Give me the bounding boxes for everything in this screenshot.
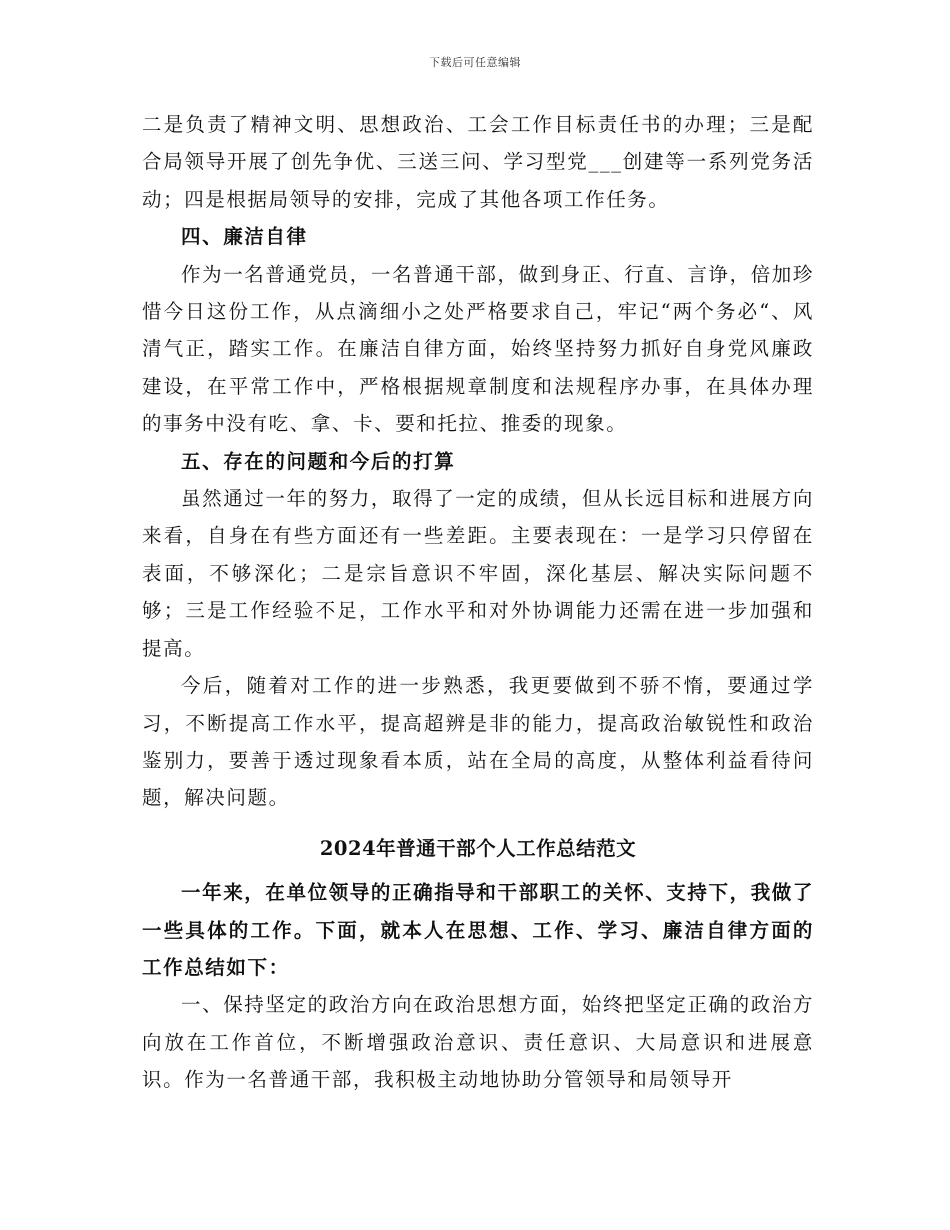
paragraph-political-direction: 一、保持坚定的政治方向在政治思想方面，始终把坚定正确的政治方向放在工作首位，不断增强政治意识、责任意识、大局意识和进展意识。作为一名普通干部，我积极主动地协助分管领导和局领导开 bbox=[142, 993, 815, 1092]
page-header: 下载后可任意编辑 bbox=[429, 56, 521, 69]
paragraph-continued: 二是负责了精神文明、思想政治、工会工作目标责任书的办理；三是配合局领导开展了创先争优、三送三问、学习型党___创建等一系列党务活动；四是根据局领导的安排，完成了其他各项工作任务。 bbox=[142, 113, 814, 211]
section-heading-problems: 五、存在的问题和今后的打算 bbox=[181, 449, 456, 473]
paragraph-intro: 一年来，在单位领导的正确指导和干部职工的关怀、支持下，我做了一些具体的工作。下面，就本人在思想、工作、学习、廉洁自律方面的工作总结如下： bbox=[142, 881, 815, 979]
paragraph-future-plans: 今后，随着对工作的进一步熟悉，我更要做到不骄不惰，要通过学习，不断提高工作水平，提高超辨是非的能力，提高政治敏锐性和政治鉴别力，要善于透过现象看本质，站在全局的高度，从整体利益看待问题，解决问题。 bbox=[142, 674, 814, 810]
section-heading-integrity: 四、廉洁自律 bbox=[181, 225, 308, 249]
paragraph-problems: 虽然通过一年的努力，取得了一定的成绩，但从长远目标和进展方向来看，自身在有些方面还有一些差距。主要表现在：一是学习只停留在表面，不够深化；二是宗旨意识不牢固，深化基层、解决实际问题不够；三是工作经验不足，工作水平和对外协调能力还需在进一步加强和提高。 bbox=[142, 487, 815, 660]
paragraph-integrity: 作为一名普通党员，一名普通干部，做到身正、行直、言诤，倍加珍惜今日这份工作，从点滴细小之处严格要求自己，牢记“两个务必“、风清气正，踏实工作。在廉洁自律方面，始终坚持努力抓好自身党风廉政建设，在平常工作中，严格根据规章制度和法规程序办事，在具体办理的事务中没有吃、拿、卡、要和托拉、推委的现象。 bbox=[142, 262, 815, 436]
document-body bbox=[142, 106, 814, 1099]
document-title: 2024年普通干部个人工作总结范文 bbox=[319, 836, 637, 860]
